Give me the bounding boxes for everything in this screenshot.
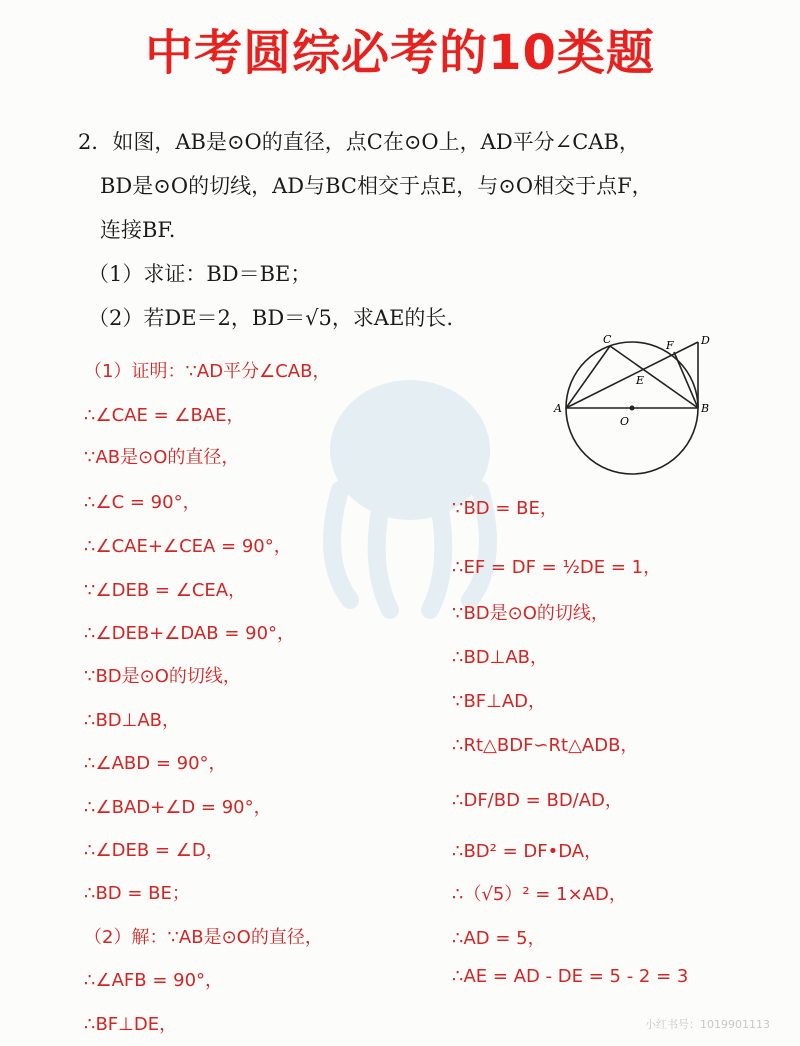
solution-left-line: ∴∠BAD+∠D = 90°， [84,797,272,818]
solution-left-line: ∴∠CAE = ∠BAE， [84,405,245,426]
label-o: O [620,415,630,428]
label-c: C [603,333,612,346]
solution-left-line: ∴∠AFB = 90°， [84,970,224,991]
solution-right-line: ∴AD = 5， [452,928,546,949]
solution-left-line: （1）证明：∵AD平分∠CAB， [84,361,331,382]
solution-left-line: ∴∠ABD = 90°， [84,753,227,774]
problem-line-3: 连接BF. [100,218,176,242]
octopus-watermark-icon [300,360,520,620]
solution-right-line: ∴AE = AD - DE = 5 - 2 = 3 [452,966,689,987]
solution-right-line: ∴BD⊥AB， [452,647,549,668]
watermark-text: 小红书号：1019901113 [645,1018,770,1031]
solution-left-line: ∴∠CAE+∠CEA = 90°， [84,536,292,557]
question-2: （2）若DE＝2，BD＝√5，求AE的长. [88,306,454,330]
problem-line-1: 2．如图，AB是⊙O的直径，点C在⊙O上，AD平分∠CAB， [78,130,640,154]
label-f: F [666,339,674,352]
solution-left-line: ∵AB是⊙O的直径， [84,447,240,468]
solution-left-line: ∴∠DEB = ∠D， [84,840,224,861]
solution-right-line: ∴（√5）² = 1×AD， [452,884,627,905]
solution-left-line: ∴BD = BE； [84,883,190,904]
label-a: A [554,402,562,415]
solution-left-line: （2）解：∵AB是⊙O的直径， [84,927,323,948]
solution-left-line: ∴∠DEB+∠DAB = 90°， [84,623,296,644]
solution-right-line: ∵BF⊥AD， [452,691,547,712]
solution-right-line: ∵BD = BE， [452,498,558,519]
solution-right-line: ∴DF/BD = BD/AD， [452,790,623,811]
solution-right-line: ∴EF = DF = ½DE = 1， [452,557,662,578]
solution-left-line: ∴∠C = 90°， [84,492,201,513]
solution-right-line: ∴Rt△BDF∽Rt△ADB， [452,735,639,756]
label-e: E [636,374,645,387]
solution-right-line: ∴BD² = DF•DA， [452,841,603,862]
geometry-diagram [548,330,718,480]
problem-line-2: BD是⊙O的切线，AD与BC相交于点E，与⊙O相交于点F， [100,174,653,198]
solution-right-line: ∵BD是⊙O的切线， [452,603,609,624]
solution-left-line: ∵∠DEB = ∠CEA， [84,580,247,601]
problem-statement [78,120,778,340]
question-1: （1）求证：BD＝BE； [88,262,312,286]
solution-left-line: ∴BD⊥AB， [84,710,181,731]
page-title: 中考圆综必考的10类题 [145,25,655,81]
label-b: B [701,402,710,415]
label-d: D [701,334,710,347]
solution-left-line: ∴BF⊥DE， [84,1014,178,1035]
solution-left-line: ∵BD是⊙O的切线， [84,666,241,687]
